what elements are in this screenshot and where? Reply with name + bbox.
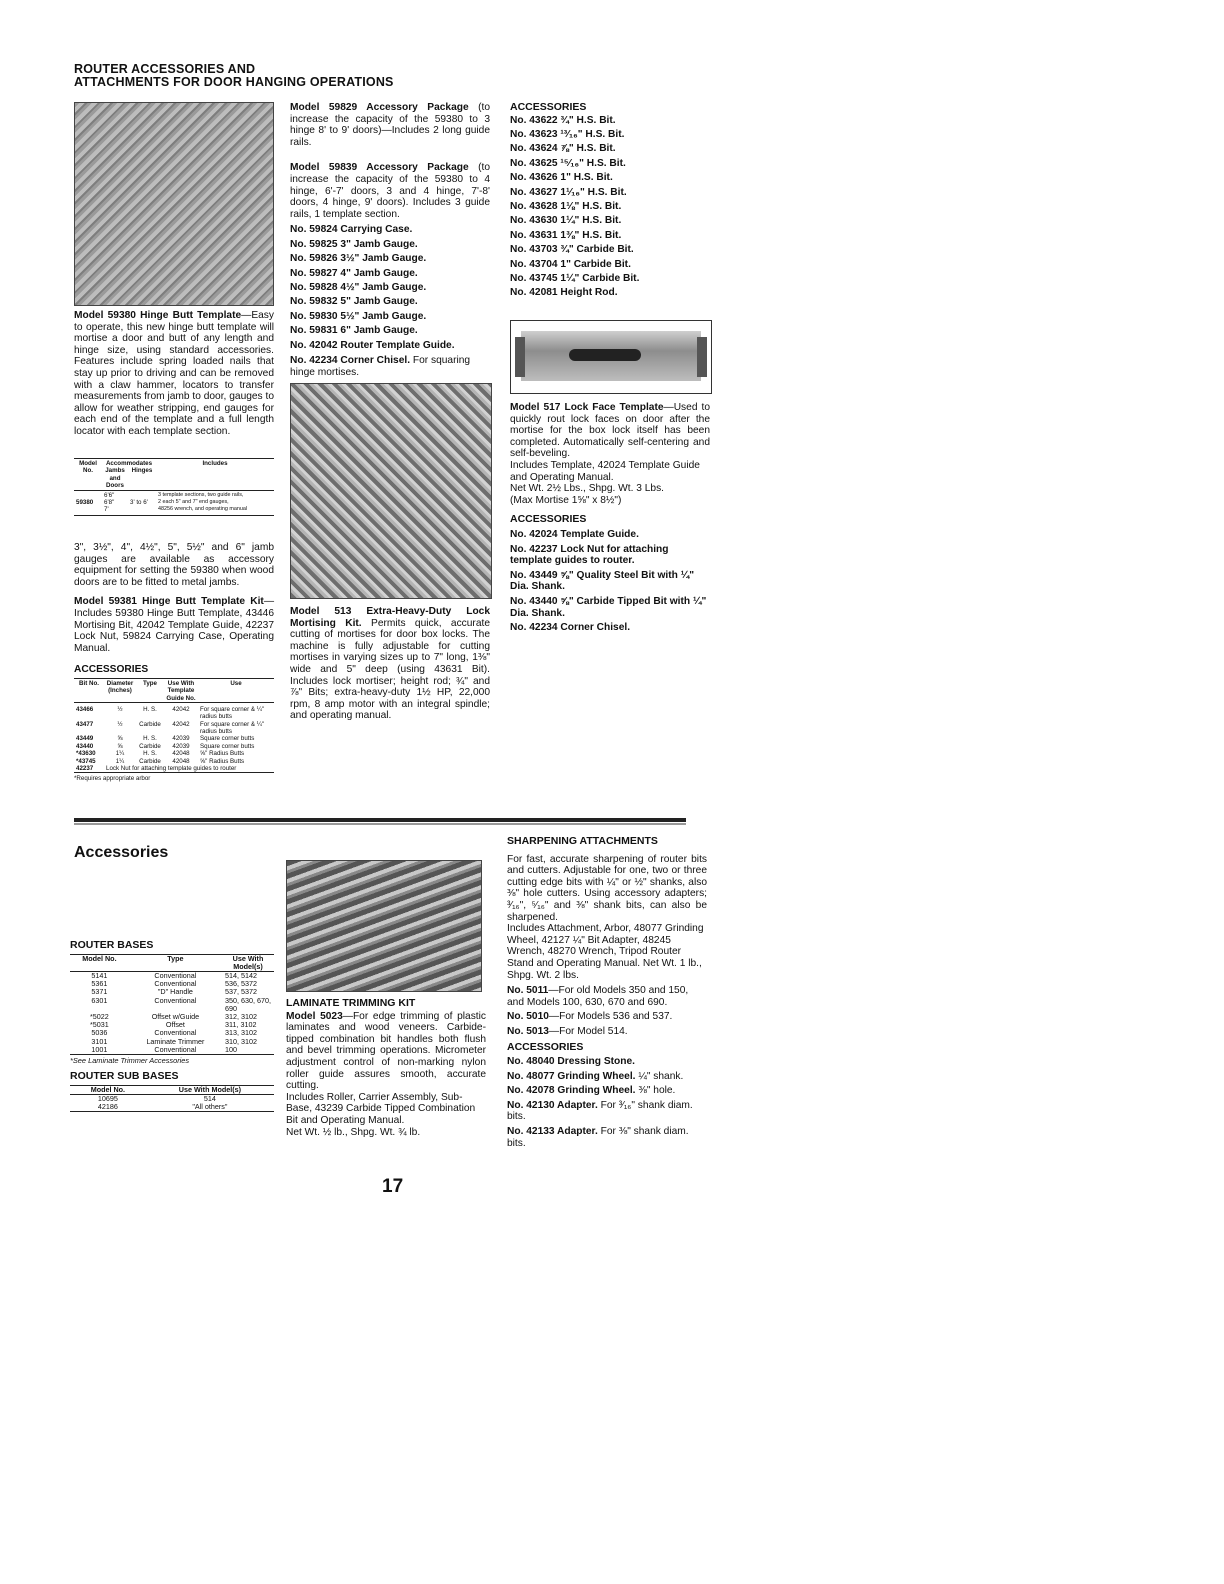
list-item: No. 59830 5½" Jamb Gauge. [290,310,427,322]
sharpening-model-no: No. 5013 [507,1025,549,1037]
package-59829-title: Model 59829 Accessory Package [290,102,469,113]
bit-diameter: 1¼ [115,757,125,765]
table1-jamb-value: 7' [104,506,109,514]
base-type: Conventional [154,971,197,980]
sub-bases-heading: ROUTER SUB BASES [70,1070,179,1083]
hinge-template-photo [74,102,274,306]
mortiser-title: Model 513 Extra-Heavy-Duty Lock Mortising Kit. [290,606,490,629]
col3-acc2-list [510,529,710,634]
mortiser-description [290,606,490,722]
column-1-text-2 [74,542,274,676]
hinge-template-table [74,458,274,516]
laminate-trimmer-photo [286,860,482,992]
sharpening-heading: SHARPENING ATTACHMENTS [507,835,658,847]
hinge-template-text: —Easy to operate, this new hinge butt template will mortise a door and butt of any length and hinge size, using standard accessories. Features include spring loaded nails that stay up prior to driving and can be removed with a claw hammer, locators to transfer measurements from jamb to door, gauges to allow for weather stripping, end gauges for each end of the template and a full length locator with each template section. [74,310,274,437]
accessory-no: No. 42130 Adapter. [507,1099,598,1111]
base-use: 313, 3102 [225,1028,257,1038]
table1-header-hinges: Hinges [131,467,153,475]
laminate-text: —For edge trimming of plastic laminates and wood veneers. Carbide-tipped combination bit handles both flush and bevel trimming operations. Micrometer adjustment control of non-marking nylon roller guide assures smooth, accurate cutting. [286,1010,486,1092]
bit-use: ⅝" Radius Butts [200,757,245,765]
sharpening-model-text: —For old Models 350 and 150, and Models 100, 630, 670 and 690. [507,985,689,1008]
table-row [74,758,274,765]
bit-type: H. S. [143,735,157,743]
table2-header-bit: Bit No. [74,680,104,703]
list-item: No. 59831 6" Jamb Gauge. [290,325,418,337]
package-59839 [290,162,490,220]
list-item: No. 59825 3" Jamb Gauge. [290,238,418,250]
base-type: Offset w/Guide [151,1012,200,1022]
base-use: 100 [225,1044,237,1054]
page-header [74,63,394,89]
bases-note: *See Laminate Trimmer Accessories [70,1056,190,1066]
table1-jambs [102,492,128,514]
list-item: No. 43626 1" H.S. Bit. [510,172,613,184]
bit-no: 43477 [76,720,94,728]
accessories-title: Accessories [74,844,169,861]
base-use: 514, 5142 [225,971,257,980]
bit-use: For square corner & ¼" radius butts [200,705,265,721]
list-item [507,1100,707,1123]
table-row [74,721,274,736]
bases-header-type: Type [129,955,222,972]
bit-guide: 42039 [172,742,190,750]
bit-guide: 42039 [172,735,190,743]
bit-guide: 42042 [172,720,190,728]
laminate-heading: LAMINATE TRIMMING KIT [286,997,416,1009]
lock-face-includes: Includes Template, 42024 Template Guide and Operating Manual. [510,459,700,483]
accessory-text: ⅜" hole. [635,1085,676,1097]
bit-type: Carbide [139,757,161,765]
table-row [74,706,274,721]
bit-no: 43449 [76,735,94,743]
base-type: "D" Handle [157,987,193,997]
table1-header-includes: Includes [202,460,228,467]
bases-header-model: Model No. [70,955,129,972]
bit-table [74,678,274,783]
col2-item-list [290,223,490,353]
bit-use: Square corner butts [200,735,255,743]
table-row [70,1046,274,1054]
bit-guide: 42042 [172,705,190,713]
hinge-kit-description [74,596,274,654]
table2-header-use: Use [198,680,274,703]
laminate-includes: Includes Roller, Carrier Assembly, Sub-Base, 43239 Carbide Tipped Combination Bit and Operating Manual. [286,1091,476,1126]
base-model: *5022 [90,1012,109,1022]
bit-no: 43440 [76,742,94,750]
sharpening-model-text: —For Model 514. [548,1025,628,1037]
accessory-no: No. 48077 Grinding Wheel. [507,1070,636,1082]
lock-face-weight: Net Wt. 2½ Lbs., Shpg. Wt. 3 Lbs. [510,483,665,495]
hinge-kit-title: Model 59381 Hinge Butt Template Kit [74,596,264,608]
sub-model: 42186 [97,1102,118,1112]
bit-type: Carbide [139,742,161,750]
list-item [507,1056,707,1068]
router-bases-block [70,940,274,1112]
list-item [507,1126,707,1149]
bit-no: 42237 [76,764,94,772]
base-use: 310, 3102 [225,1036,257,1046]
bit-diameter: ½ [117,705,123,713]
table1-group-header: Accommodates [105,460,153,467]
base-type: Conventional [154,1044,197,1054]
base-type: Offset [165,1020,185,1030]
bit-type: Carbide [139,720,161,728]
base-type: Conventional [154,995,197,1005]
list-item: No. 59828 4½" Jamb Gauge. [290,281,427,293]
laminate-title: Model 5023 [286,1010,343,1022]
list-item: No. 43630 1¼" H.S. Bit. [510,215,622,227]
table1-hinges: 3' to 6' [130,499,148,507]
sharpening-model-no: No. 5011 [507,985,549,997]
bit-no: *43745 [76,757,96,765]
sub-use: "All others" [192,1102,228,1112]
table1-includes-line: 2 each 5" and 7" end gauges, [158,499,229,506]
lock-face-template-photo [510,320,712,394]
table-row [74,765,274,772]
sharpening-block [507,836,707,1149]
header-line-1: ROUTER ACCESSORIES AND [74,62,256,76]
table-row [74,750,274,757]
list-item: No. 59832 5" Jamb Gauge. [290,296,418,308]
sharpening-model-no: No. 5010 [507,1011,549,1023]
sub-header-use: Use With Model(s) [146,1086,274,1095]
accessory-text: For ³⁄₁₆" shank diam. bits. [507,1099,693,1123]
column-3-text [510,102,710,301]
list-item [507,1085,707,1097]
bit-use: Lock Nut for attaching template guides to router [106,764,237,772]
package-59839-text: (to increase the capacity of the 59380 to 4 hinge, 6'-7' doors, 3 and 4 hinge, 7'-8' doors, 4 hinge, 9' doors). Includes 3 guide rails, 1 template section. [290,162,490,220]
list-item: No. 42024 Template Guide. [510,528,639,540]
list-item: No. 42081 Height Rod. [510,287,618,299]
table1-includes [156,492,274,514]
lock-face-description [510,402,710,460]
sharpening-model-text: —For Models 536 and 537. [548,1011,673,1023]
base-type: Laminate Trimmer [146,1036,205,1046]
bit-diameter: ½ [117,720,123,728]
base-use: 537, 5372 [225,987,257,997]
corner-chisel-text: For squaring hinge mortises. [290,355,471,378]
list-item: No. 43627 1¹⁄₁₆" H.S. Bit. [510,186,627,198]
lock-face-max: (Max Mortise 1⅝" x 8½") [510,494,622,506]
section-divider-shadow [74,823,686,825]
table1-model: 59380 [76,499,94,507]
section-divider [74,818,686,822]
col3-bit-list [510,114,710,301]
accessory-text: ¼" shank. [635,1070,684,1082]
corner-chisel [290,355,490,378]
bases-header-use: Use With Model(s) [222,955,274,972]
base-model: 3101 [91,1036,108,1046]
bit-diameter: 1¼ [115,750,125,758]
bit-type: H. S. [143,750,157,758]
col3-accessories-heading: ACCESSORIES [510,101,587,113]
laminate-weight: Net Wt. ½ lb., Shpg. Wt. ¾ lb. [286,1126,421,1138]
sharpening-includes: Includes Attachment, Arbor, 48077 Grinding Wheel, 42127 ¼" Bit Adapter, 48245 Wrench, 48270 Wrench, Tripod Router Stand and Operating Manual. Net Wt. 1 lb., Shpg. Wt. 2 lbs. [507,923,704,981]
list-item: No. 42042 Router Template Guide. [290,339,455,351]
table1-includes-line: 48256 wrench, and operating manual [158,506,248,513]
sub-model: 10695 [97,1093,118,1103]
sharpening-model-5011 [507,985,707,1008]
sharpening-accessories-heading: ACCESSORIES [507,1040,584,1053]
accessory-no: No. 42078 Grinding Wheel. [507,1085,636,1097]
hinge-kit-text: —Includes 59380 Hinge Butt Template, 43446 Mortising Bit, 42042 Template Guide, 42237 Lock Nut, 59824 Carrying Case, Operating Manual. [74,596,274,654]
corner-chisel-title: No. 42234 Corner Chisel. [290,355,411,366]
base-model: *5031 [90,1020,109,1030]
hinge-template-description [74,310,274,438]
mortiser-description-block [290,606,490,722]
bit-no: 43466 [76,705,94,713]
bit-table-footnote: *Requires appropriate arbor [74,775,151,783]
base-use: 311, 3102 [225,1020,257,1030]
list-item: No. 43631 1⅜" H.S. Bit. [510,229,622,241]
base-type: Conventional [154,1028,197,1038]
jamb-gauges-text: 3", 3½", 4", 4½", 5", 5½" and 6" jamb gauges are available as accessory equipment for setting the 59380 when wood doors are to be fitted to metal jambs. [74,542,274,588]
col3-accessories-heading-2: ACCESSORIES [510,513,587,526]
bit-use: For square corner & ¼" radius butts [200,720,265,735]
lock-face-text: —Used to quickly rout lock faces on door after the mortise for the box lock itself has been completed. Automatically self-centering and self-beveling. [510,402,711,460]
header-line-2: ATTACHMENTS FOR DOOR HANGING OPERATIONS [74,75,394,89]
list-item: No. 59827 4" Jamb Gauge. [290,267,418,279]
router-bases-heading: ROUTER BASES [70,939,154,951]
list-item: No. 43703 ¾" Carbide Bit. [510,244,634,256]
laminate-block [286,998,486,1138]
base-model: 1001 [91,1044,108,1054]
list-item: No. 43624 ⅞" H.S. Bit. [510,143,616,155]
list-item: No. 43745 1¼" Carbide Bit. [510,273,640,285]
sub-header-model: Model No. [70,1086,146,1095]
hinge-template-title: Model 59380 Hinge Butt Template [74,310,242,321]
accessory-text: For ⅜" shank diam. bits. [507,1126,689,1149]
base-use: 312, 3102 [225,1012,257,1022]
bit-type: H. S. [143,705,157,713]
lock-mortiser-photo [290,383,492,599]
list-item: No. 59826 3½" Jamb Gauge. [290,253,427,265]
bit-diameter: ⅝ [117,742,123,750]
list-item: No. 43449 ⅝" Quality Steel Bit with ¼" Dia. Shank. [510,569,695,593]
table1-header-jambs: Jambs and Doors [105,467,125,490]
package-59829-text: (to increase the capacity of the 59380 to 3 hinge 8' to 9' doors)—Includes 2 long guide rails. [290,102,490,148]
table2-header-guide: Use With Template Guide No. [164,680,198,703]
list-item: No. 42234 Corner Chisel. [510,622,631,634]
bit-no: *43630 [76,750,96,758]
sharpening-text: For fast, accurate sharpening of router bits and cutters. Adjustable for one, two or three cutting edge bits with ¼" or ½" shanks, also ⅜" hole cutters. Using accessory adapters; ³⁄₁₆", ⁵⁄₁₆" and ⅜" shank bits, can also be sharpened. [507,853,707,923]
sub-use: 514 [203,1093,216,1103]
mortiser-text: Permits quick, accurate cutting of mortises for door box locks. The machine is fully adjustable for cutting mortises in varying sizes up to 7" long, 1⅜" wide and 5" deep (using 43631 Bit). Includes lock mortiser; height rod; ¾" and ⅞" Bits; extra-heavy-duty 1½ HP, 22,000 rpm, 8 amp motor with an integral spindle; and operating manual. [290,617,490,722]
bit-use: Square corner butts [200,742,255,750]
base-use: 350, 630, 670, 690 [225,995,271,1013]
list-item: No. 43704 1" Carbide Bit. [510,258,631,270]
col1-accessories-heading: ACCESSORIES [74,664,149,676]
base-model: 5361 [91,979,108,989]
page-number: 17 [382,1176,404,1197]
bit-guide: 42048 [172,750,190,758]
list-item: No. 59824 Carrying Case. [290,224,413,236]
base-use: 536, 5372 [225,979,257,989]
column-2-text [290,102,490,378]
accessory-no: No. 48040 Dressing Stone. [507,1056,635,1068]
list-item: No. 42237 Lock Nut for attaching template guides to router. [510,543,669,567]
table1-includes-line: 3 template sections, two guide rails, [158,491,244,498]
base-type: Conventional [154,979,197,989]
table1-header-model: Model No. [79,460,97,475]
package-59829 [290,102,490,148]
bit-diameter: ⅝ [117,735,123,743]
lock-face-block [510,402,710,637]
base-model: 5371 [91,987,108,997]
table-row [70,997,274,1013]
table-row [74,735,274,742]
list-item [507,1071,707,1083]
list-item: No. 43628 1⅛" H.S. Bit. [510,201,622,213]
table-row [74,743,274,750]
base-model: 5141 [91,971,108,980]
column-1-text [74,310,274,438]
table2-header-diameter: Diameter (Inches) [104,680,136,703]
table-row [70,1103,274,1111]
package-59839-title: Model 59839 Accessory Package [290,162,469,174]
base-model: 6301 [91,995,108,1005]
bit-use: ⅝" Radius Butts [200,750,245,758]
bit-guide: 42048 [172,757,190,765]
sharpening-model-5013 [507,1026,707,1038]
table1-jamb-value: 6'6" [104,491,115,499]
base-model: 5036 [91,1028,108,1038]
lock-face-title: Model 517 Lock Face Template [510,402,664,413]
accessory-no: No. 42133 Adapter. [507,1126,598,1138]
list-item: No. 43623 ¹³⁄₁₆" H.S. Bit. [510,129,625,140]
table2-header-type: Type [136,680,164,703]
list-item: No. 43625 ¹⁵⁄₁₆" H.S. Bit. [510,157,626,169]
list-item: No. 43440 ⅝" Carbide Tipped Bit with ¼" Dia. Shank. [510,595,707,619]
sharpening-model-5010 [507,1011,707,1023]
table1-jamb-value: 6'8" [104,499,115,507]
laminate-description [286,1011,486,1092]
list-item: No. 43622 ¾" H.S. Bit. [510,114,616,126]
